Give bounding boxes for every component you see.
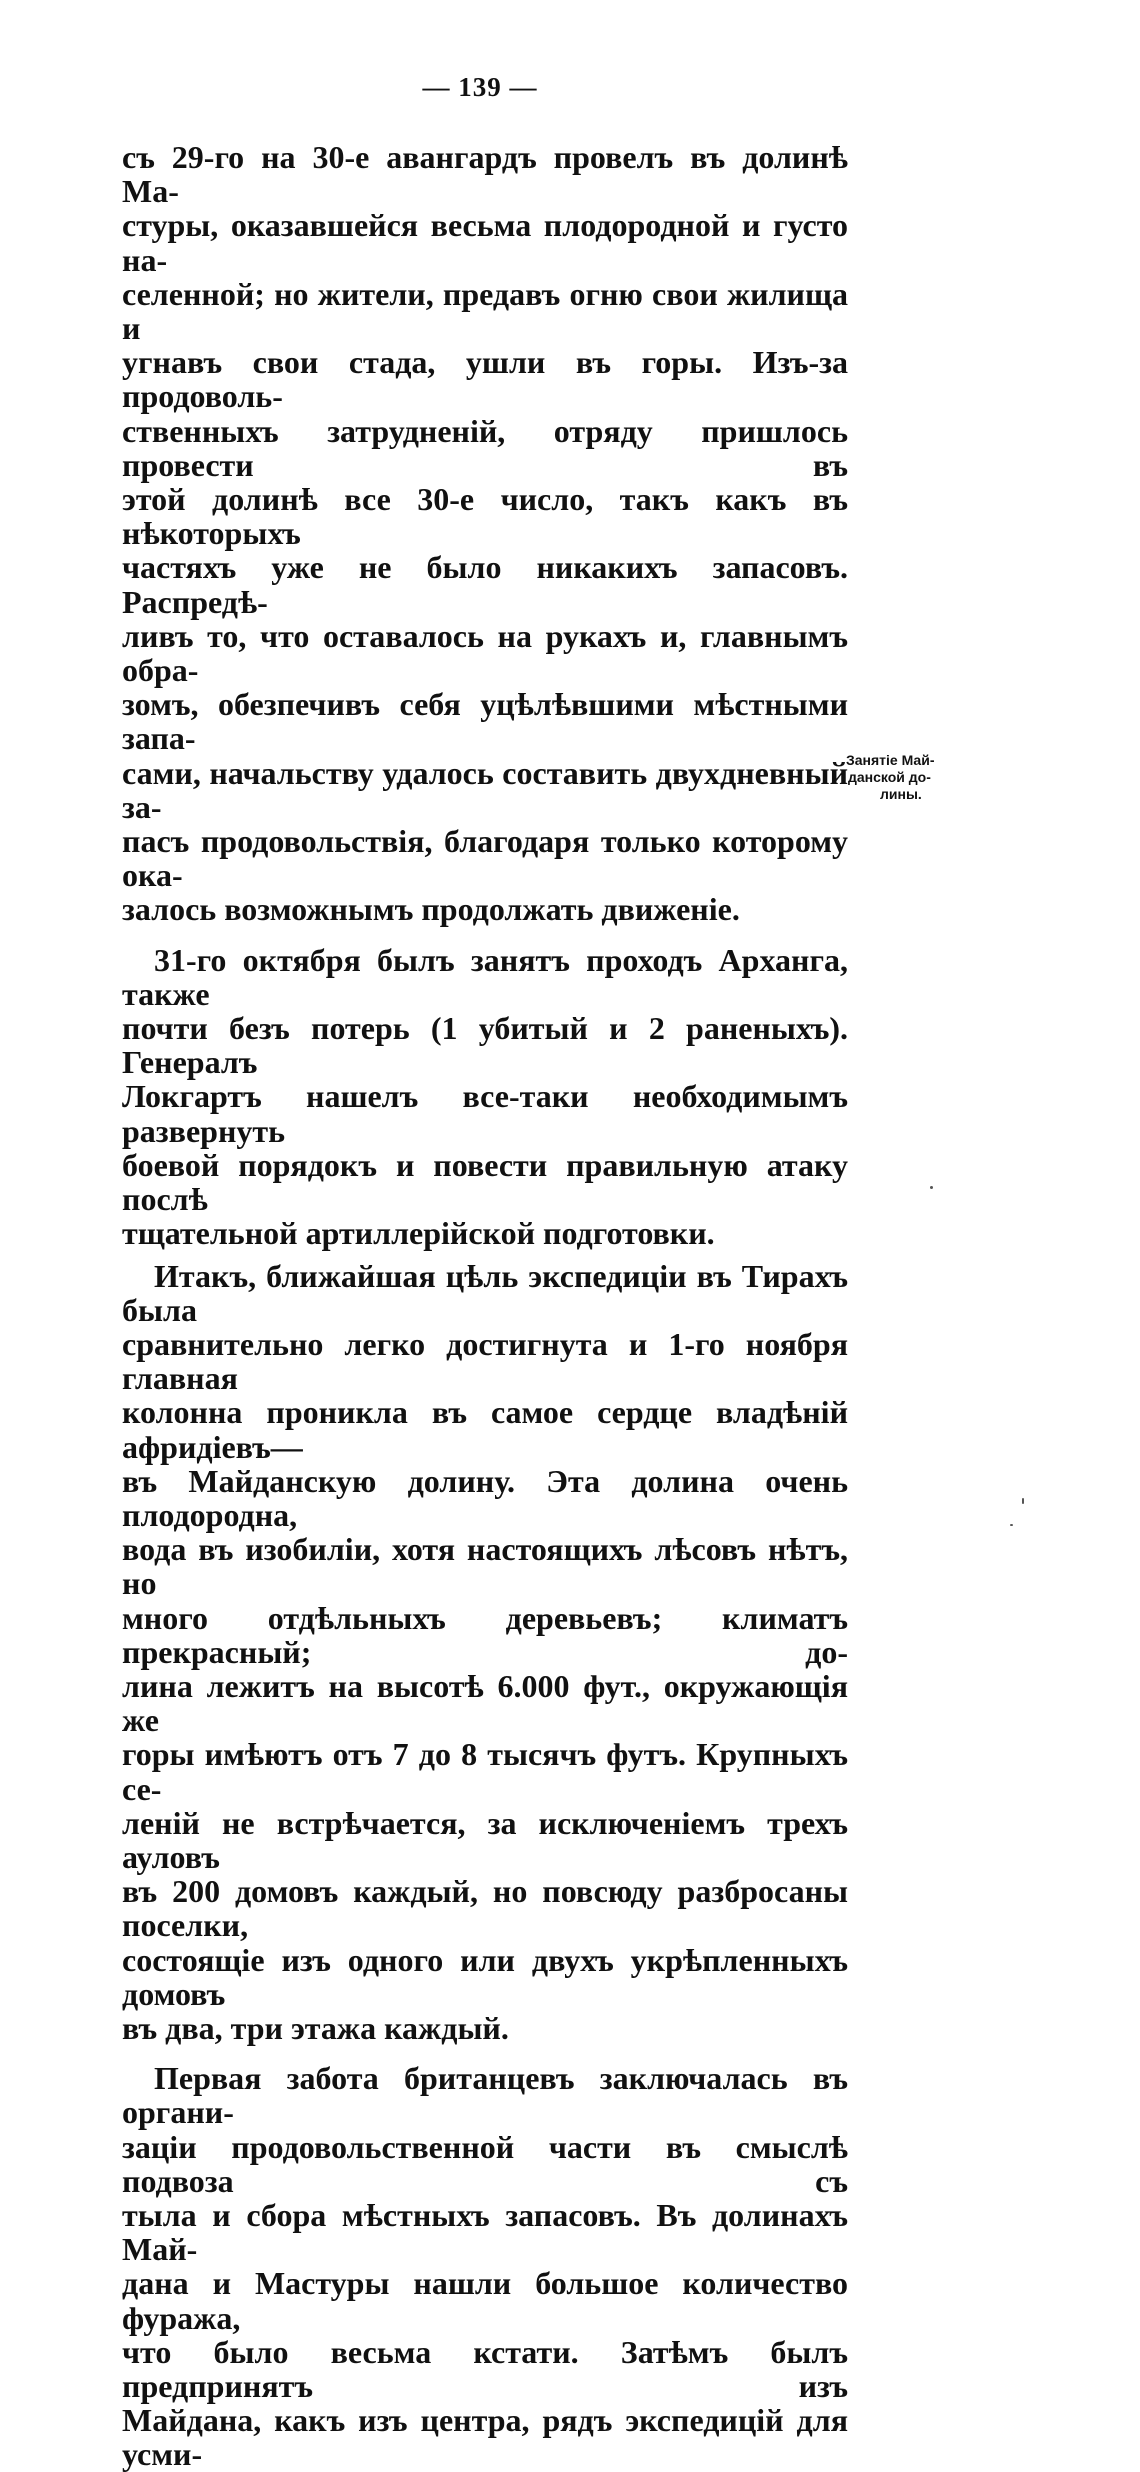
text-line: заціи продовольственной части въ смыслѣ подвоза съ (122, 2128, 848, 2199)
text-line: леній не встрѣчается, за исключеніемъ трехъ ауловъ (122, 1804, 848, 1875)
text-line: тщательной артиллерійской подготовки. (122, 1215, 715, 1252)
text-line: стуры, оказавшейся весьма плодородной и густо на- (122, 207, 848, 278)
paragraph-4 (122, 2061, 848, 2471)
text-line: Первая забота британцевъ заключалась въ органи- (122, 2060, 848, 2131)
text-line: селенной; но жители, предавъ огню свои жилища и (122, 275, 848, 347)
text-line: частяхъ уже не было никакихъ запасовъ. Распредѣ- (122, 549, 848, 620)
marginal-note-line: Занятіе Май- (846, 752, 935, 768)
text-line: 31-го октября былъ занятъ проходъ Арханга, также (122, 941, 848, 1012)
text-line: много отдѣльныхъ деревьевъ; климатъ прекрасный; до- (122, 1599, 848, 1670)
text-line: лина лежитъ на высотѣ 6.000 фут., окружающія же (122, 1667, 848, 1739)
body-text (122, 140, 848, 2472)
text-line: Локгартъ нашелъ все-таки необходимымъ развернуть (122, 1078, 848, 1149)
marginal-note-line: данской до- (848, 769, 931, 785)
text-line: что было весьма кстати. Затѣмъ былъ предпринятъ изъ (122, 2333, 848, 2404)
text-line: дана и Мастуры нашли большое количество фуража, (122, 2265, 848, 2336)
page-number: — 139 — (422, 72, 538, 102)
text-line: почти безъ потерь (1 убитый и 2 раненыхъ). Генералъ (122, 1010, 848, 1081)
text-line: боевой порядокъ и повести правильную атаку послѣ (122, 1146, 848, 1218)
text-line: сравнительно легко достигнута и 1-го ноября главная (122, 1325, 848, 1397)
text-line: Майдана, какъ изъ центра, рядъ экспедицій для усми- (122, 2402, 848, 2472)
text-line: въ Майданскую долину. Эта долина очень плодородна, (122, 1462, 848, 1533)
text-line: въ 200 домовъ каждый, но повсюду разбросаны поселки, (122, 1873, 848, 1944)
text-line: зомъ, обезпечивъ себя уцѣлѣвшими мѣстными запа- (122, 686, 848, 757)
text-line: колонна проникла въ самое сердце владѣній афридіевъ— (122, 1394, 848, 1465)
text-line: ливъ то, что оставалось на рукахъ и, главнымъ обра- (122, 617, 848, 689)
marginal-note (846, 752, 966, 803)
text-line: тыла и сбора мѣстныхъ запасовъ. Въ долинахъ Май- (122, 2196, 848, 2268)
scan-speck (1022, 1498, 1024, 1504)
text-line: этой долинѣ все 30-е число, такъ какъ въ нѣкоторыхъ (122, 481, 848, 552)
paragraph-2 (122, 943, 848, 1251)
text-line: вода въ изобиліи, хотя настоящихъ лѣсовъ нѣтъ, но (122, 1531, 848, 1602)
marginal-note-line: лины. (880, 786, 922, 802)
paragraph-3 (122, 1259, 848, 2046)
text-line: ственныхъ затрудненій, отряду пришлось провести въ (122, 412, 848, 483)
text-line: въ два, три этажа каждый. (122, 2009, 509, 2046)
text-line: Итакъ, ближайшая цѣль экспедиціи въ Тирахъ была (122, 1257, 848, 1328)
text-line: залось возможнымъ продолжать движеніе. (122, 891, 740, 928)
scan-speck (930, 1186, 933, 1189)
scan-speck (1010, 1524, 1013, 1526)
text-line: пасъ продовольствія, благодаря только которому ока- (122, 823, 848, 894)
text-line: съ 29-го на 30-е авангардъ провелъ въ долинѣ Ма- (122, 139, 848, 210)
text-line: сами, начальству удалось составить двухдневный за- (122, 754, 848, 825)
text-line: горы имѣютъ отъ 7 до 8 тысячъ футъ. Крупныхъ се- (122, 1736, 848, 1807)
paragraph-1 (122, 140, 848, 927)
text-line: состоящіе изъ одного или двухъ укрѣпленныхъ домовъ (122, 1941, 848, 2012)
text-line: угнавъ свои стада, ушли въ горы. Изъ-за продоволь- (122, 344, 848, 415)
